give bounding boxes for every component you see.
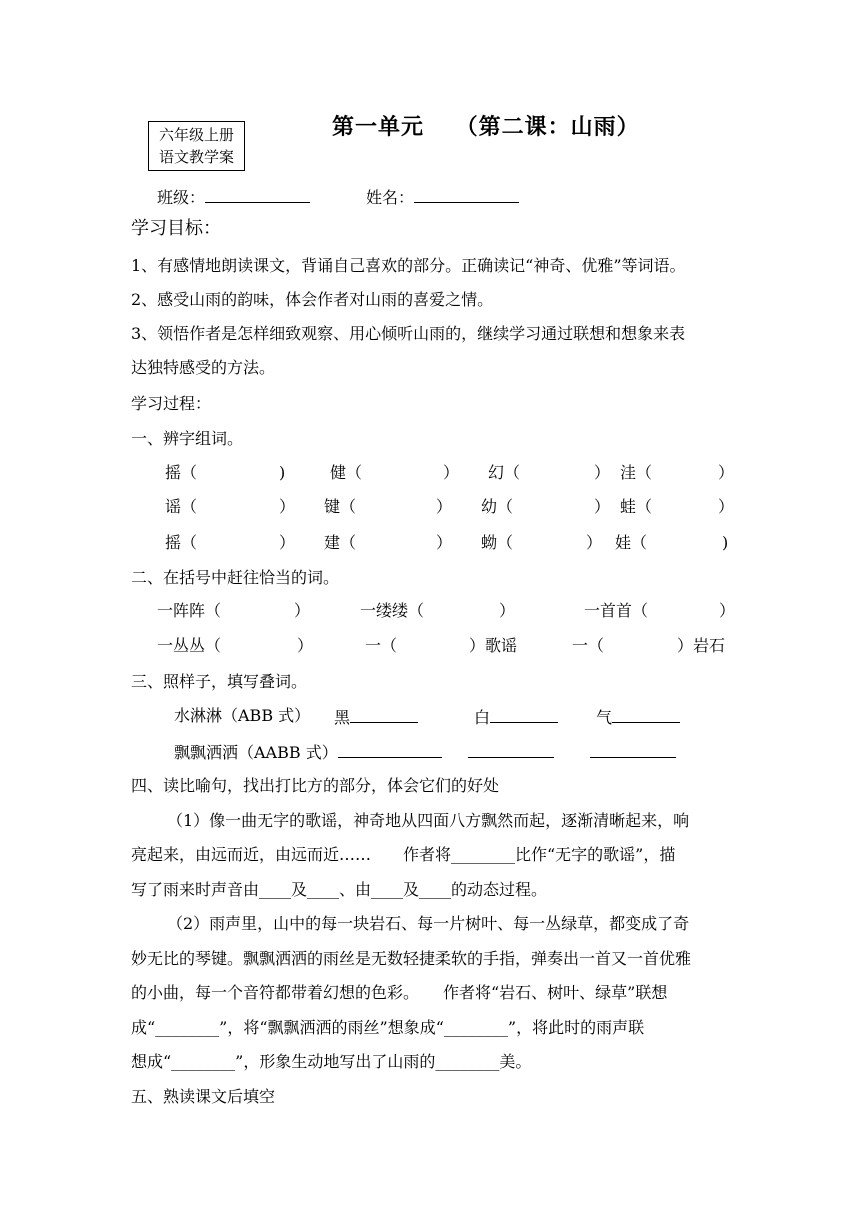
name-blank[interactable] xyxy=(414,186,519,203)
s1-r2-p2: ） xyxy=(436,497,453,516)
s1-r1-p4: ） xyxy=(718,463,735,482)
s2-r1-p3: ） xyxy=(719,601,736,620)
s1-r2-c1: 谣（ xyxy=(165,497,198,516)
s2-r2-p1: ） xyxy=(297,636,314,655)
s1-r1-c3: 幻（ xyxy=(488,463,521,482)
s4-p2-line5: 想成“________”，形象生动地写出了山雨的________美。 xyxy=(131,1052,532,1071)
abb-black-char: 黑 xyxy=(334,708,351,727)
textbook-label-box xyxy=(148,121,245,171)
s1-r3-c1: 摇（ xyxy=(165,533,198,552)
s1-r3-c3: 蚴（ xyxy=(481,533,514,552)
page-title: 第一单元 （第二课：山雨） xyxy=(332,114,640,140)
goal-3b: 达独特感受的方法。 xyxy=(131,358,276,377)
s1-r3-c4: 娃（ xyxy=(615,533,648,552)
s1-r1-p3: ） xyxy=(594,463,611,482)
box-line-1: 六年级上册 xyxy=(159,126,235,144)
goal-2: 2、感受山雨的韵味，体会作者对山雨的喜爱之情。 xyxy=(131,290,494,309)
s1-r3-p1: ） xyxy=(279,533,296,552)
section-4-heading: 四、读比喻句，找出打比方的部分，体会它们的好处 xyxy=(131,776,500,795)
s1-r3-p4: ) xyxy=(722,533,729,552)
aabb-blank-3[interactable] xyxy=(590,741,676,758)
s2-r2-p2: ）歌谣 xyxy=(469,636,518,655)
class-label: 班级： xyxy=(157,188,206,207)
s4-p1-line3: 写了雨来时声音由____及____、由____及____的动态过程。 xyxy=(131,880,548,899)
s2-r2-c2: 一（ xyxy=(365,636,398,655)
s4-p2-line1: （2）雨声里，山中的每一块岩石、每一片树叶、每一丛绿草，都变成了奇 xyxy=(167,914,690,933)
abb-white xyxy=(474,706,558,728)
s2-r1-c1: 一阵阵（ xyxy=(157,601,222,620)
goal-1: 1、有感情地朗读课文，背诵自己喜欢的部分。正确读记“神奇、优雅”等词语。 xyxy=(131,256,686,275)
class-field xyxy=(157,186,310,208)
s1-r2-c4: 蛙（ xyxy=(620,497,653,516)
name-field xyxy=(366,186,519,208)
s1-r2-c3: 幼（ xyxy=(481,497,514,516)
s1-r3-p2: ） xyxy=(436,533,453,552)
aabb-label: 飘飘洒洒（AABB 式） xyxy=(174,743,338,762)
abb-qi-blank[interactable] xyxy=(612,706,680,723)
s2-r1-p1: ） xyxy=(294,601,311,620)
aabb-item-3 xyxy=(590,741,676,763)
s1-r2-p1: ） xyxy=(279,497,296,516)
section-5-heading: 五、熟读课文后填空 xyxy=(131,1087,276,1106)
section-2-heading: 二、在括号中赶往恰当的词。 xyxy=(131,568,340,587)
s4-p1-line1: （1）像一曲无字的歌谣，神奇地从四面八方飘然而起，逐渐清晰起来，响 xyxy=(167,811,690,830)
section-1-heading: 一、辨字组词。 xyxy=(131,429,244,448)
abb-qi xyxy=(596,706,680,728)
aabb-example xyxy=(174,741,442,763)
aabb-blank-2[interactable] xyxy=(468,741,554,758)
abb-qi-char: 气 xyxy=(596,708,613,727)
abb-black-blank[interactable] xyxy=(350,706,418,723)
abb-black xyxy=(334,706,418,728)
s2-r1-p2: ） xyxy=(499,601,516,620)
goal-3a: 3、领悟作者是怎样细致观察、用心倾听山雨的，继续学习通过联想和想象来表 xyxy=(131,324,686,343)
s1-r2-p3: ） xyxy=(594,497,611,516)
s1-r3-p3: ） xyxy=(586,533,603,552)
s1-r1-c1: 摇（ xyxy=(165,463,198,482)
aabb-item-2 xyxy=(468,741,554,763)
s1-r2-p4: ） xyxy=(718,497,735,516)
s2-r2-c1: 一丛丛（ xyxy=(157,636,222,655)
section-3-heading: 三、照样子，填写叠词。 xyxy=(131,672,308,691)
s4-p2-line4: 成“________”，将“飘飘洒洒的雨丝”想象成“________”，将此时的雨声联 xyxy=(131,1018,645,1037)
s4-p2-line3: 的小曲，每一个音符都带着幻想的色彩。 作者将“岩石、树叶、绿草”联想 xyxy=(131,983,668,1002)
s1-r1-c4: 洼（ xyxy=(620,463,653,482)
s1-r3-c2: 建（ xyxy=(324,533,357,552)
s4-p1-line2: 亮起来，由远而近，由远而近…… 作者将________比作“无字的歌谣”，描 xyxy=(131,845,676,864)
process-heading: 学习过程： xyxy=(131,394,212,413)
s4-p2-line2: 妙无比的琴键。飘飘洒洒的雨丝是无数轻捷柔软的手指，弹奏出一首又一首优雅 xyxy=(131,949,692,968)
s1-r1-p1: ) xyxy=(279,463,286,482)
s2-r1-c3: 一首首（ xyxy=(584,601,649,620)
abb-white-blank[interactable] xyxy=(490,706,558,723)
goals-heading: 学习目标： xyxy=(131,218,221,239)
name-label: 姓名： xyxy=(366,188,415,207)
s1-r1-p2: ） xyxy=(443,463,460,482)
s2-r2-p3: ）岩石 xyxy=(677,636,726,655)
s1-r1-c2: 健（ xyxy=(330,463,363,482)
s2-r1-c2: 一缕缕（ xyxy=(360,601,425,620)
abb-white-char: 白 xyxy=(474,708,491,727)
aabb-blank-1[interactable] xyxy=(338,741,442,758)
class-blank[interactable] xyxy=(205,186,310,203)
box-line-2: 语文教学案 xyxy=(159,148,235,166)
abb-example: 水淋淋（ABB 式） xyxy=(174,706,311,725)
s2-r2-c3: 一（ xyxy=(572,636,605,655)
s1-r2-c2: 键（ xyxy=(324,497,357,516)
